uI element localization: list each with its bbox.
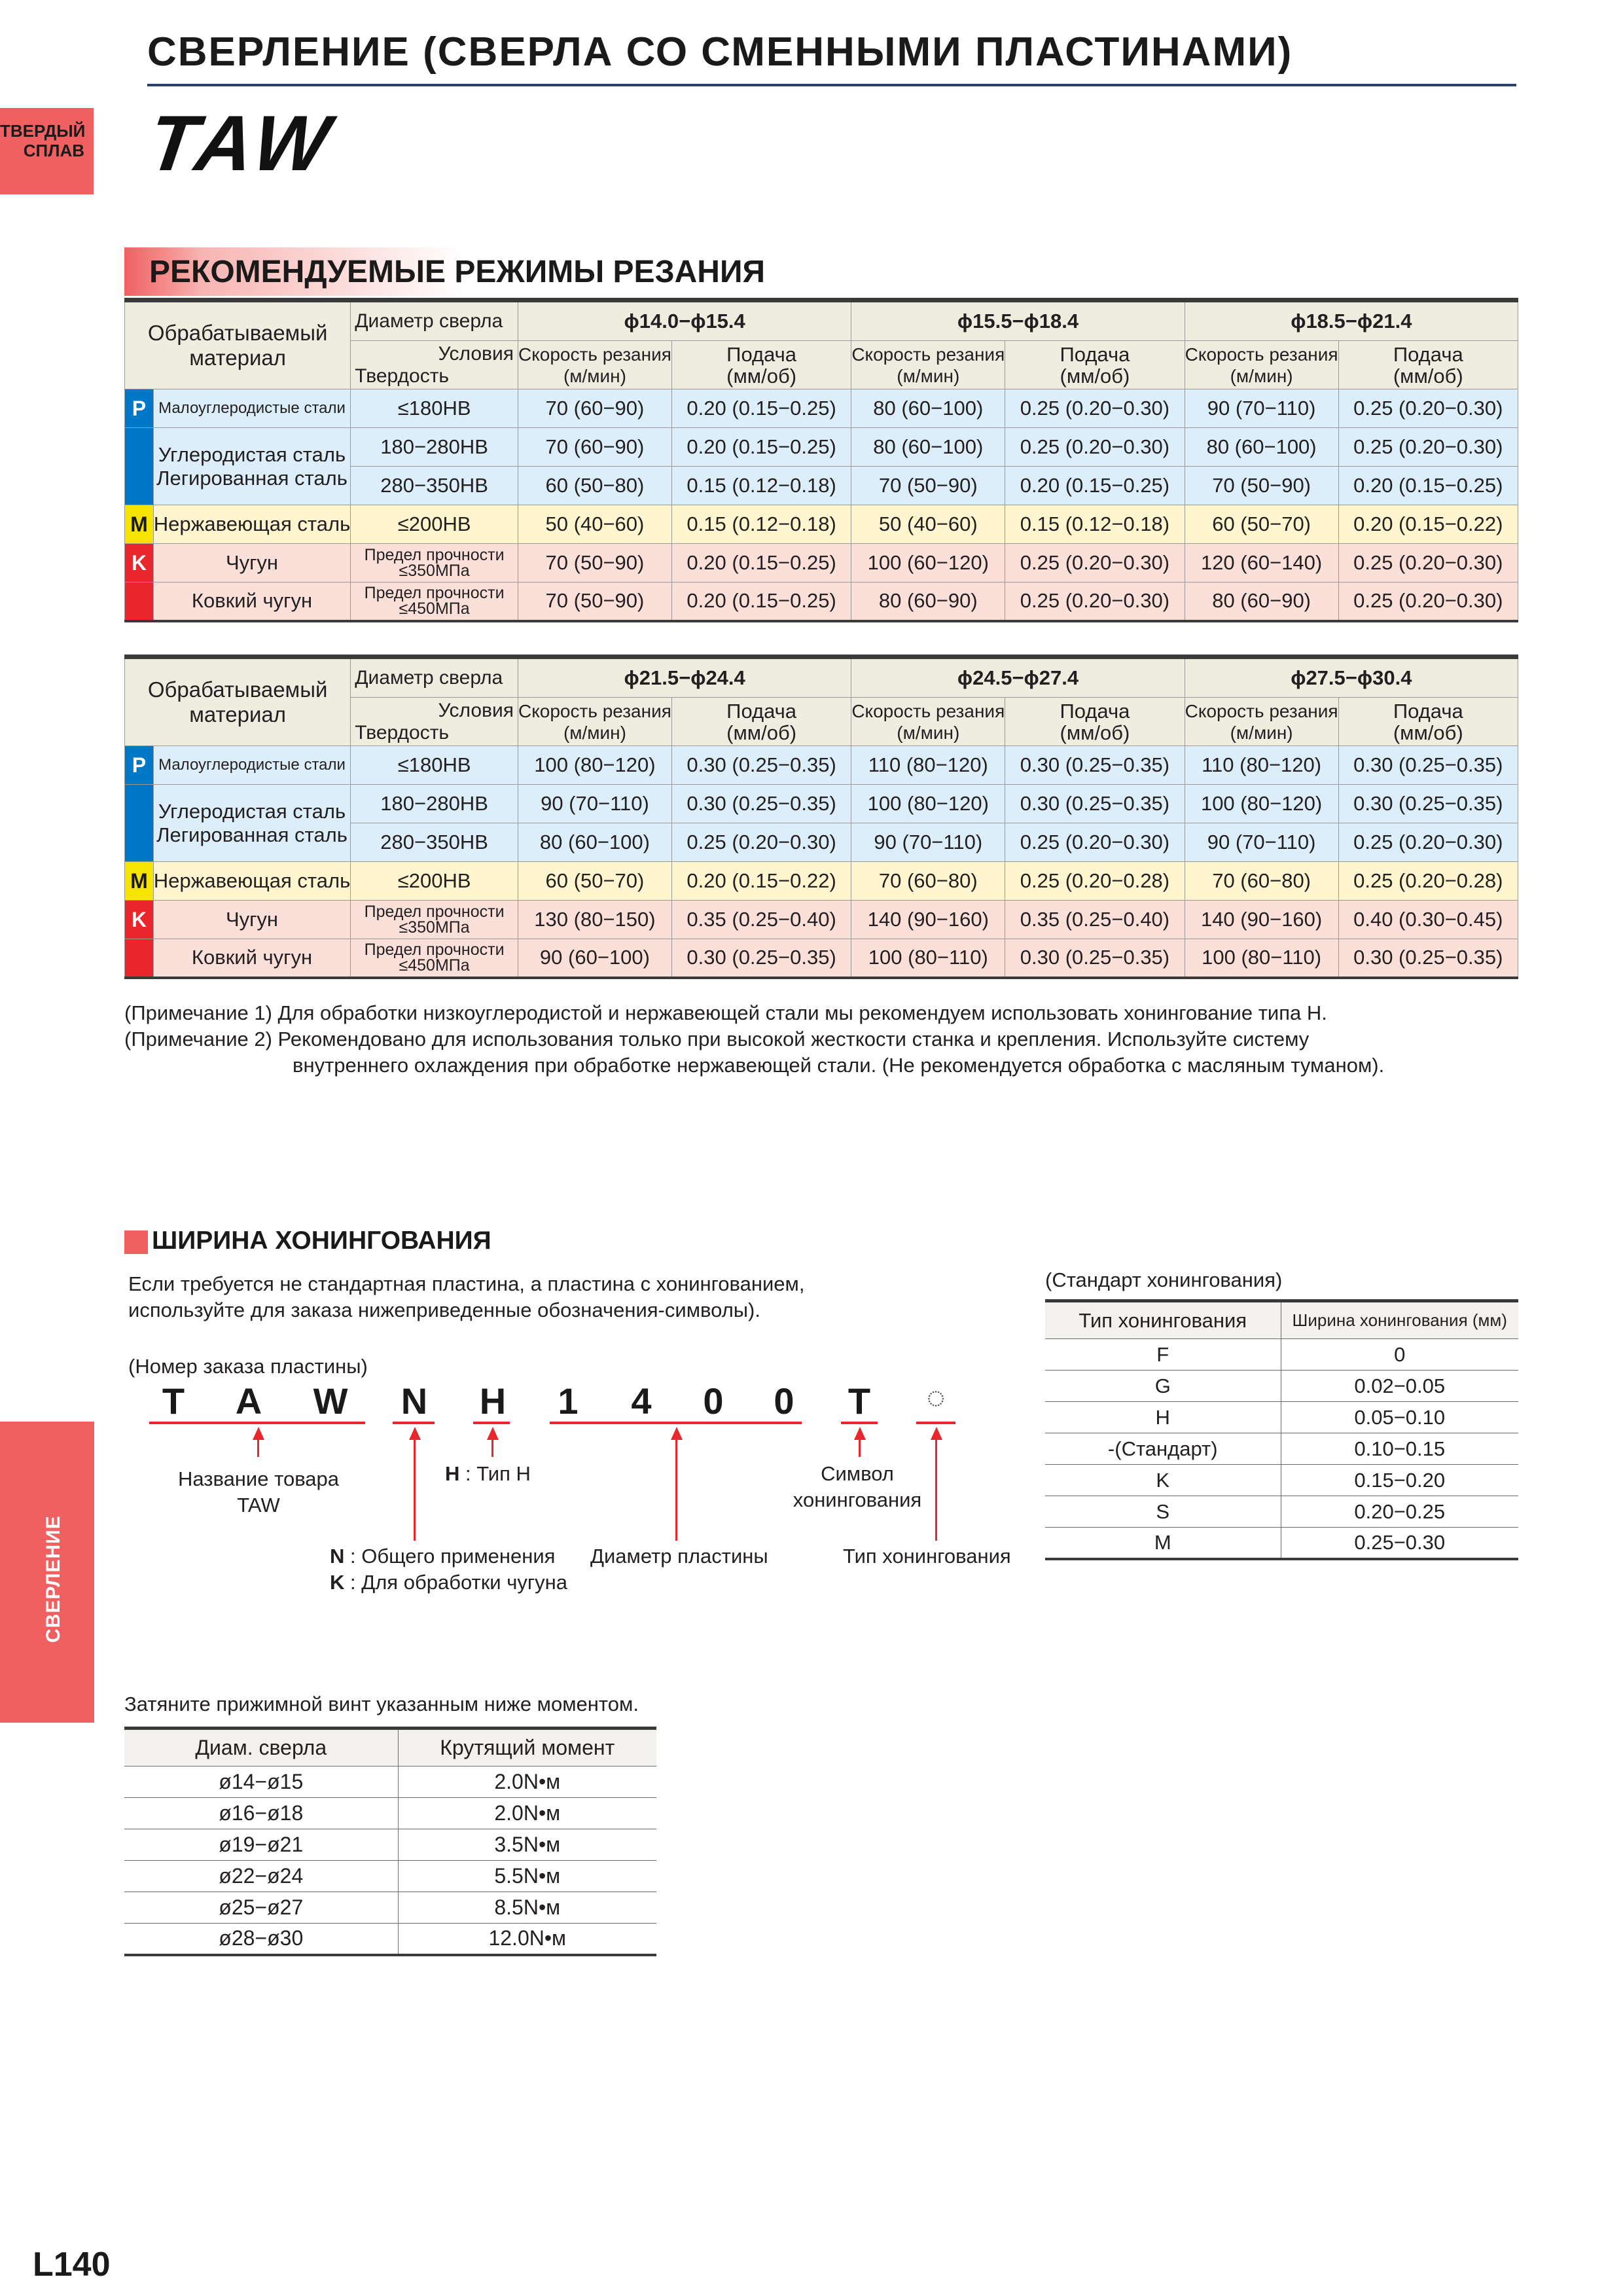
code-placeholder: ◌ xyxy=(926,1380,946,1415)
table-cell: 50 (40−60) xyxy=(851,505,1005,544)
table-cell: 90 (70−110) xyxy=(1185,389,1338,428)
table-cell: -(Стандарт) xyxy=(1045,1433,1281,1465)
table-cell: 0.25 (0.20−0.30) xyxy=(1005,428,1185,467)
hardness-cell: ≤180HB xyxy=(351,746,518,785)
label-product: Название товара TAW xyxy=(177,1467,340,1516)
diameter-range: ϕ27.5−ϕ30.4 xyxy=(1185,657,1518,698)
code-char: 0 xyxy=(703,1380,724,1422)
table-cell: 0.10−0.15 xyxy=(1281,1433,1518,1465)
table-cell: 0.25 (0.20−0.30) xyxy=(1005,583,1185,621)
diameter-range: ϕ21.5−ϕ24.4 xyxy=(518,657,851,698)
table-cell: 70 (60−80) xyxy=(851,862,1005,901)
table-cell: 0.20 (0.15−0.22) xyxy=(671,862,851,901)
iso-k-badge: K xyxy=(125,901,154,939)
honing-intro-2: используйте для заказа нижеприведенные обозначения-символы). xyxy=(128,1299,760,1321)
underline-h xyxy=(473,1422,510,1424)
table-cell: 0.30 (0.25−0.35) xyxy=(1338,785,1518,823)
diameter-header: Диаметр сверла xyxy=(351,300,518,341)
code-char: H xyxy=(479,1380,507,1422)
section-marker xyxy=(124,1230,148,1254)
table-cell: 0.30 (0.25−0.35) xyxy=(671,746,851,785)
page-number: L140 xyxy=(33,2246,111,2284)
table-cell: ø25−ø27 xyxy=(124,1892,398,1924)
hardness-cell: Предел прочности ≤450МПа xyxy=(351,583,518,621)
table-cell: 50 (40−60) xyxy=(518,505,672,544)
hardness-cell: ≤200HB xyxy=(351,862,518,901)
speed-header: Скорость резания (м/мин) xyxy=(518,698,672,746)
page-title: СВЕРЛЕНИЕ (СВЕРЛА СО СМЕННЫМИ ПЛАСТИНАМИ) xyxy=(147,29,1293,75)
table-cell: 0.30 (0.25−0.35) xyxy=(1338,939,1518,978)
table-cell: 0.35 (0.25−0.40) xyxy=(671,901,851,939)
table-cell: 0.25 (0.20−0.30) xyxy=(1005,389,1185,428)
table-cell: 70 (50−90) xyxy=(518,544,672,583)
category-tab-line1: ТВЕРДЫЙ xyxy=(0,121,86,141)
arrow-n-line xyxy=(414,1437,416,1541)
material-ductile-iron: Ковкий чугун xyxy=(153,939,350,978)
material-carbon-alloy: Углеродистая сталь Легированная сталь xyxy=(153,785,350,862)
arrow-up-icon xyxy=(854,1427,866,1440)
table-cell: 5.5N•м xyxy=(398,1861,656,1892)
table-cell: 100 (80−120) xyxy=(1185,785,1338,823)
arrow-symbol-line xyxy=(859,1437,861,1457)
arrow-up-icon xyxy=(931,1427,942,1440)
table-cell: ø14−ø15 xyxy=(124,1767,398,1798)
table-cell: 100 (80−110) xyxy=(851,939,1005,978)
hardness-cell: 280−350HB xyxy=(351,467,518,505)
table-cell: 80 (60−100) xyxy=(1185,428,1338,467)
code-char: N xyxy=(401,1380,428,1422)
table-cell: 0.30 (0.25−0.35) xyxy=(671,939,851,978)
table-cell: 60 (50−80) xyxy=(518,467,672,505)
cutting-section-title: РЕКОМЕНДУЕМЫЕ РЕЖИМЫ РЕЗАНИЯ xyxy=(149,255,765,289)
arrow-up-icon xyxy=(671,1427,683,1440)
feed-header: Подача (мм/об) xyxy=(671,698,851,746)
honing-standard-label: (Стандарт хонингования) xyxy=(1045,1268,1283,1291)
product-logo: TAW xyxy=(143,99,340,187)
table-cell: 70 (60−90) xyxy=(518,428,672,467)
honing-intro-1: Если требуется не стандартная пластина, а пластина с хонингованием, xyxy=(128,1272,805,1295)
code-char: 0 xyxy=(774,1380,794,1422)
label-k-cast: K : Для обработки чугуна xyxy=(330,1571,568,1594)
underline-product xyxy=(149,1422,365,1424)
table-cell: 0.30 (0.25−0.35) xyxy=(1338,746,1518,785)
table-cell: 0.40 (0.30−0.45) xyxy=(1338,901,1518,939)
table-cell: 0.30 (0.25−0.35) xyxy=(1005,785,1185,823)
iso-m-badge: M xyxy=(125,505,154,544)
label-honing-type: Тип хонингования xyxy=(843,1545,1011,1568)
feed-header: Подача (мм/об) xyxy=(1338,341,1518,389)
table-cell: 70 (60−90) xyxy=(518,389,672,428)
hardness-cell: Предел прочности ≤350МПа xyxy=(351,544,518,583)
table-cell: 0.20 (0.15−0.25) xyxy=(671,583,851,621)
iso-k-badge: K xyxy=(125,544,154,583)
category-tab-line2: СПЛАВ xyxy=(23,141,84,160)
material-header: Обрабатываемый материал xyxy=(125,300,351,389)
cutting-table-1 xyxy=(124,298,1518,622)
material-low-carbon: Малоуглеродистые стали xyxy=(153,746,350,785)
table-cell: 0.25 (0.20−0.30) xyxy=(1338,823,1518,862)
table-cell: S xyxy=(1045,1496,1281,1528)
table-header: Тип хонингования xyxy=(1045,1301,1281,1339)
table-cell: 0 xyxy=(1281,1339,1518,1371)
table-cell: M xyxy=(1045,1528,1281,1559)
honing-standard-table xyxy=(1045,1299,1518,1560)
category-tab xyxy=(0,108,94,194)
diameter-range: ϕ24.5−ϕ27.4 xyxy=(851,657,1185,698)
honing-section-title: ШИРИНА ХОНИНГОВАНИЯ xyxy=(152,1227,491,1255)
table-cell: F xyxy=(1045,1339,1281,1371)
table-cell: 2.0N•м xyxy=(398,1798,656,1829)
table-cell: 110 (80−120) xyxy=(851,746,1005,785)
underline-type xyxy=(916,1422,955,1424)
table-cell: 0.20−0.25 xyxy=(1281,1496,1518,1528)
table-cell: 0.05−0.10 xyxy=(1281,1402,1518,1433)
table-cell: ø22−ø24 xyxy=(124,1861,398,1892)
material-header: Обрабатываемый материал xyxy=(125,657,351,746)
iso-k-badge-ext xyxy=(125,583,154,621)
table-cell: 0.25 (0.20−0.30) xyxy=(1338,544,1518,583)
label-n-general: N : Общего применения xyxy=(330,1545,556,1568)
table-cell: K xyxy=(1045,1465,1281,1496)
material-stainless: Нержавеющая сталь xyxy=(153,505,350,544)
table-cell: 0.02−0.05 xyxy=(1281,1371,1518,1402)
speed-header: Скорость резания (м/мин) xyxy=(518,341,672,389)
order-number-label: (Номер заказа пластины) xyxy=(128,1355,368,1378)
table-cell: 0.20 (0.15−0.25) xyxy=(1338,467,1518,505)
underline-t xyxy=(841,1422,878,1424)
underline-n xyxy=(393,1422,435,1424)
arrow-up-icon xyxy=(409,1427,421,1440)
table-cell: 0.15 (0.12−0.18) xyxy=(671,467,851,505)
diameter-header: Диаметр сверла xyxy=(351,657,518,698)
material-ductile-iron: Ковкий чугун xyxy=(153,583,350,621)
note-2: (Примечание 2) Рекомендовано для использования только при высокой жесткости станка и крепления. Используйте систему xyxy=(124,1028,1310,1050)
hardness-cell: ≤200HB xyxy=(351,505,518,544)
table-cell: 0.15 (0.12−0.18) xyxy=(1005,505,1185,544)
table-cell: 70 (50−90) xyxy=(851,467,1005,505)
table-cell: 0.25 (0.20−0.30) xyxy=(1338,583,1518,621)
table-cell: 80 (60−90) xyxy=(851,583,1005,621)
feed-header: Подача (мм/об) xyxy=(1338,698,1518,746)
table-cell: 0.25 (0.20−0.30) xyxy=(1338,389,1518,428)
underline-diameter xyxy=(550,1422,802,1424)
diameter-range: ϕ18.5−ϕ21.4 xyxy=(1185,300,1518,341)
iso-p-badge: P xyxy=(125,746,154,785)
table-cell: 60 (50−70) xyxy=(518,862,672,901)
material-cast-iron: Чугун xyxy=(153,901,350,939)
table-cell: 110 (80−120) xyxy=(1185,746,1338,785)
table-cell: 90 (60−100) xyxy=(518,939,672,978)
table-cell: 0.15 (0.12−0.18) xyxy=(671,505,851,544)
cutting-table-2 xyxy=(124,655,1518,979)
table-cell: 100 (60−120) xyxy=(851,544,1005,583)
table-cell: 0.30 (0.25−0.35) xyxy=(1005,939,1185,978)
code-char: 1 xyxy=(558,1380,579,1422)
table-cell: 100 (80−120) xyxy=(518,746,672,785)
feed-header: Подача (мм/об) xyxy=(1005,341,1185,389)
conditions-hardness-header: Условия Твердость xyxy=(351,341,518,389)
table-cell: ø16−ø18 xyxy=(124,1798,398,1829)
table-cell: 0.20 (0.15−0.25) xyxy=(1005,467,1185,505)
table-cell: 90 (70−110) xyxy=(1185,823,1338,862)
iso-p-badge: P xyxy=(125,389,154,428)
side-tab-label: СВЕРЛЕНИЕ xyxy=(43,1515,64,1643)
table-cell: 2.0N•м xyxy=(398,1767,656,1798)
table-cell: 0.20 (0.15−0.22) xyxy=(1338,505,1518,544)
iso-p-badge-ext xyxy=(125,785,154,862)
code-char: A xyxy=(235,1380,262,1422)
table-cell: 80 (60−100) xyxy=(851,389,1005,428)
table-cell: 140 (90−160) xyxy=(851,901,1005,939)
label-h-type: H : Тип H xyxy=(445,1462,531,1485)
table-cell: 140 (90−160) xyxy=(1185,901,1338,939)
table-cell: 3.5N•м xyxy=(398,1829,656,1861)
table-cell: 0.25 (0.20−0.30) xyxy=(1005,544,1185,583)
code-char: T xyxy=(162,1380,185,1422)
table-cell: 0.30 (0.25−0.35) xyxy=(1005,746,1185,785)
table-cell: 130 (80−150) xyxy=(518,901,672,939)
arrow-product-line xyxy=(257,1437,259,1457)
table-cell: 70 (60−80) xyxy=(1185,862,1338,901)
label-insert-diameter: Диаметр пластины xyxy=(590,1545,768,1568)
table-header: Диам. сверла xyxy=(124,1729,398,1767)
material-stainless: Нержавеющая сталь xyxy=(153,862,350,901)
feed-header: Подача (мм/об) xyxy=(1005,698,1185,746)
diameter-range: ϕ14.0−ϕ15.4 xyxy=(518,300,851,341)
hardness-cell: Предел прочности ≤450МПа xyxy=(351,939,518,978)
material-low-carbon: Малоуглеродистые стали xyxy=(153,389,350,428)
table-cell: 90 (70−110) xyxy=(518,785,672,823)
table-cell: ø19−ø21 xyxy=(124,1829,398,1861)
table-cell: 120 (60−140) xyxy=(1185,544,1338,583)
table-cell: 0.25 (0.20−0.30) xyxy=(671,823,851,862)
table-header: Крутящий момент xyxy=(398,1729,656,1767)
table-cell: 0.25 (0.20−0.28) xyxy=(1005,862,1185,901)
table-cell: 100 (80−110) xyxy=(1185,939,1338,978)
speed-header: Скорость резания (м/мин) xyxy=(1185,341,1338,389)
table-cell: 0.35 (0.25−0.40) xyxy=(1005,901,1185,939)
hardness-cell: 180−280HB xyxy=(351,428,518,467)
table-cell: 80 (60−100) xyxy=(518,823,672,862)
table-cell: 0.20 (0.15−0.25) xyxy=(671,389,851,428)
table-cell: 8.5N•м xyxy=(398,1892,656,1924)
table-cell: 80 (60−100) xyxy=(851,428,1005,467)
table-cell: H xyxy=(1045,1402,1281,1433)
feed-header: Подача (мм/об) xyxy=(671,341,851,389)
iso-k-badge-ext xyxy=(125,939,154,978)
note-2-cont: внутреннего охлаждения при обработке нержавеющей стали. (Не рекомендуется обработка с масляным туманом). xyxy=(293,1054,1385,1077)
table-cell: 0.25−0.30 xyxy=(1281,1528,1518,1559)
hardness-cell: ≤180HB xyxy=(351,389,518,428)
table-cell: 90 (70−110) xyxy=(851,823,1005,862)
table-cell: 80 (60−90) xyxy=(1185,583,1338,621)
code-char: 4 xyxy=(631,1380,652,1422)
iso-m-badge: M xyxy=(125,862,154,901)
arrow-up-icon xyxy=(253,1427,264,1440)
label-honing-symbol: Символ хонингования xyxy=(793,1462,922,1511)
table-cell: ø28−ø30 xyxy=(124,1924,398,1955)
conditions-hardness-header: Условия Твердость xyxy=(351,698,518,746)
torque-table xyxy=(124,1727,656,1956)
table-cell: 70 (50−90) xyxy=(1185,467,1338,505)
iso-p-badge-ext xyxy=(125,428,154,505)
arrow-h-line xyxy=(491,1437,493,1457)
table-header: Ширина хонингования (мм) xyxy=(1281,1301,1518,1339)
table-cell: 0.15−0.20 xyxy=(1281,1465,1518,1496)
table-cell: 100 (80−120) xyxy=(851,785,1005,823)
table-cell: 0.25 (0.20−0.28) xyxy=(1338,862,1518,901)
table-cell: 0.20 (0.15−0.25) xyxy=(671,544,851,583)
table-cell: 0.30 (0.25−0.35) xyxy=(671,785,851,823)
hardness-cell: 180−280HB xyxy=(351,785,518,823)
note-1: (Примечание 1) Для обработки низкоуглеродистой и нержавеющей стали мы рекомендуем использовать хонингование типа H. xyxy=(124,1001,1327,1024)
hardness-cell: Предел прочности ≤350МПа xyxy=(351,901,518,939)
table-cell: 12.0N•м xyxy=(398,1924,656,1955)
table-cell: 60 (50−70) xyxy=(1185,505,1338,544)
arrow-diameter-line xyxy=(675,1437,677,1541)
code-char: T xyxy=(847,1380,871,1422)
table-cell: 0.25 (0.20−0.30) xyxy=(1338,428,1518,467)
speed-header: Скорость резания (м/мин) xyxy=(851,341,1005,389)
material-carbon-alloy: Углеродистая сталь Легированная сталь xyxy=(153,428,350,505)
table-cell: 0.20 (0.15−0.25) xyxy=(671,428,851,467)
title-divider xyxy=(147,84,1516,86)
hardness-cell: 280−350HB xyxy=(351,823,518,862)
table-cell: 70 (50−90) xyxy=(518,583,672,621)
arrow-up-icon xyxy=(487,1427,499,1440)
speed-header: Скорость резания (м/мин) xyxy=(851,698,1005,746)
table-cell: G xyxy=(1045,1371,1281,1402)
table-cell: 0.25 (0.20−0.30) xyxy=(1005,823,1185,862)
torque-intro: Затяните прижимной винт указанным ниже моментом. xyxy=(124,1693,639,1715)
material-cast-iron: Чугун xyxy=(153,544,350,583)
code-char: W xyxy=(313,1380,348,1422)
speed-header: Скорость резания (м/мин) xyxy=(1185,698,1338,746)
diameter-range: ϕ15.5−ϕ18.4 xyxy=(851,300,1185,341)
